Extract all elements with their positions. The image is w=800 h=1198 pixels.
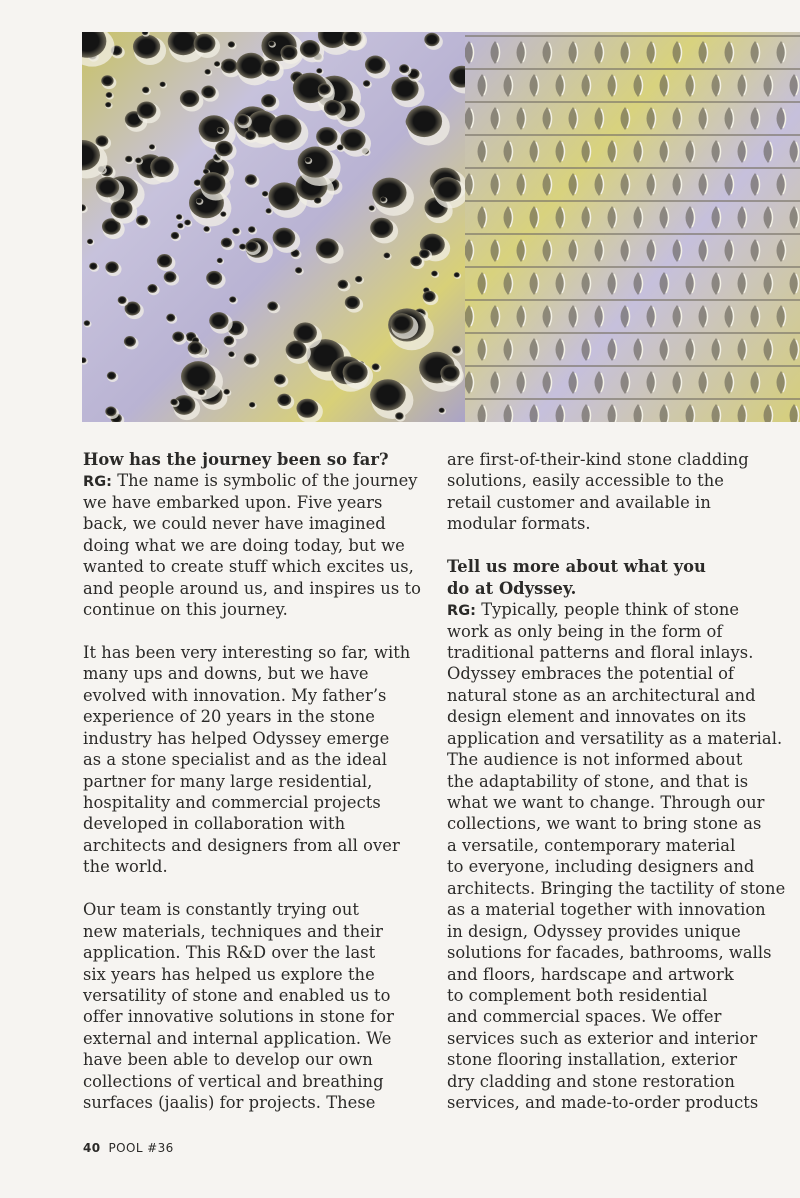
text-line: application and versatility as a material. <box>447 728 783 748</box>
text-line: versatility of stone and enabled us to <box>83 985 391 1005</box>
text-line: application. This R&D over the last <box>83 943 376 963</box>
text-line: Our team is constantly trying out <box>83 900 359 920</box>
text-line: work as only being in the form of <box>447 621 723 641</box>
text-line: the adaptability of stone, and that is <box>447 771 749 791</box>
answer-first-line <box>83 470 428 491</box>
text-line: dry cladding and stone restoration <box>447 1071 735 1091</box>
text-line: have been able to develop our own <box>83 1050 373 1070</box>
paragraph <box>83 642 428 878</box>
text-line: and commercial spaces. We offer <box>447 1007 722 1027</box>
text-line: It has been very interesting so far, with <box>83 642 411 662</box>
text-line: modular formats. <box>447 514 591 534</box>
answer-text: The name is symbolic of the journey <box>112 471 418 491</box>
magazine-issue: POOL #36 <box>108 1141 174 1155</box>
article-column-right <box>447 449 800 1114</box>
jaali-panel-photo <box>465 32 800 422</box>
text-line: solutions, easily accessible to the <box>447 471 724 491</box>
text-line: what we want to change. Through our <box>447 793 765 812</box>
text-line: experience of 20 years in the stone <box>83 707 375 727</box>
text-line: new materials, techniques and their <box>83 921 383 941</box>
text-line: as a material together with innovation <box>447 900 766 920</box>
text-line: continue on this journey. <box>83 600 288 620</box>
answer-first-line <box>447 599 800 620</box>
page-footer <box>83 1141 174 1155</box>
answer-paragraph <box>447 621 800 1114</box>
perforated-stone-photo <box>82 32 465 422</box>
text-line: as a stone specialist and as the ideal <box>83 750 387 770</box>
text-line: many ups and downs, but we have <box>83 664 369 684</box>
text-line: collections, we want to bring stone as <box>447 814 762 834</box>
text-line: to complement both residential <box>447 985 708 1005</box>
text-line: The audience is not informed about <box>447 750 743 770</box>
text-line: Odyssey embraces the potential of <box>447 664 735 684</box>
text-line: services, and made-to-order products <box>447 1093 759 1113</box>
text-line: external and internal application. We <box>83 1028 392 1048</box>
text-line: industry has helped Odyssey emerge <box>83 728 390 748</box>
text-line: the world. <box>83 857 168 877</box>
text-line: natural stone as an architectural and <box>447 685 756 705</box>
text-line: six years has helped us explore the <box>83 964 375 984</box>
paragraph <box>83 899 428 1113</box>
text-line: surfaces (jaalis) for projects. These <box>83 1093 376 1113</box>
answer-paragraph <box>83 492 428 621</box>
text-line: developed in collaboration with <box>83 814 346 834</box>
text-line: architects and designers from all over <box>83 835 400 855</box>
question-heading: Tell us more about what you <box>447 557 706 577</box>
question-heading: How has the journey been so far? <box>83 450 389 469</box>
text-line: back, we could never have imagined <box>83 514 386 534</box>
speaker-label: RG: <box>83 474 113 491</box>
text-line: in design, Odyssey provides unique <box>447 921 741 941</box>
text-line: design element and innovates on its <box>447 707 747 727</box>
text-line: retail customer and available in <box>447 492 711 512</box>
text-line: services such as exterior and interior <box>447 1028 758 1048</box>
text-line: are first-of-their-kind stone cladding <box>447 450 749 469</box>
text-line: collections of vertical and breathing <box>83 1071 384 1091</box>
text-line: and people around us, and inspires us to <box>83 578 421 598</box>
text-line: and floors, hardscape and artwork <box>447 964 734 984</box>
speaker-label: RG: <box>447 603 477 620</box>
text-line: offer innovative solutions in stone for <box>83 1007 394 1027</box>
text-line: partner for many large residential, <box>83 771 373 791</box>
text-line: solutions for facades, bathrooms, walls <box>447 943 772 963</box>
page-number: 40 <box>83 1141 101 1155</box>
text-line: wanted to create stuff which excites us, <box>83 557 414 577</box>
text-line: evolved with innovation. My father’s <box>83 685 387 705</box>
article-column-left <box>83 449 428 1114</box>
question-heading: do at Odyssey. <box>447 578 577 598</box>
text-line: to everyone, including designers and <box>447 857 755 877</box>
text-line: stone flooring installation, exterior <box>447 1050 738 1070</box>
text-line: architects. Bringing the tactility of stone <box>447 878 786 898</box>
text-line: a versatile, contemporary material <box>447 835 736 855</box>
paragraph <box>447 449 800 535</box>
text-line: traditional patterns and floral inlays. <box>447 642 754 662</box>
text-line: hospitality and commercial projects <box>83 793 381 812</box>
text-line: doing what we are doing today, but we <box>83 535 405 555</box>
text-line: we have embarked upon. Five years <box>83 492 383 512</box>
photo-strip <box>82 32 800 422</box>
answer-text: Typically, people think of stone <box>476 600 740 620</box>
